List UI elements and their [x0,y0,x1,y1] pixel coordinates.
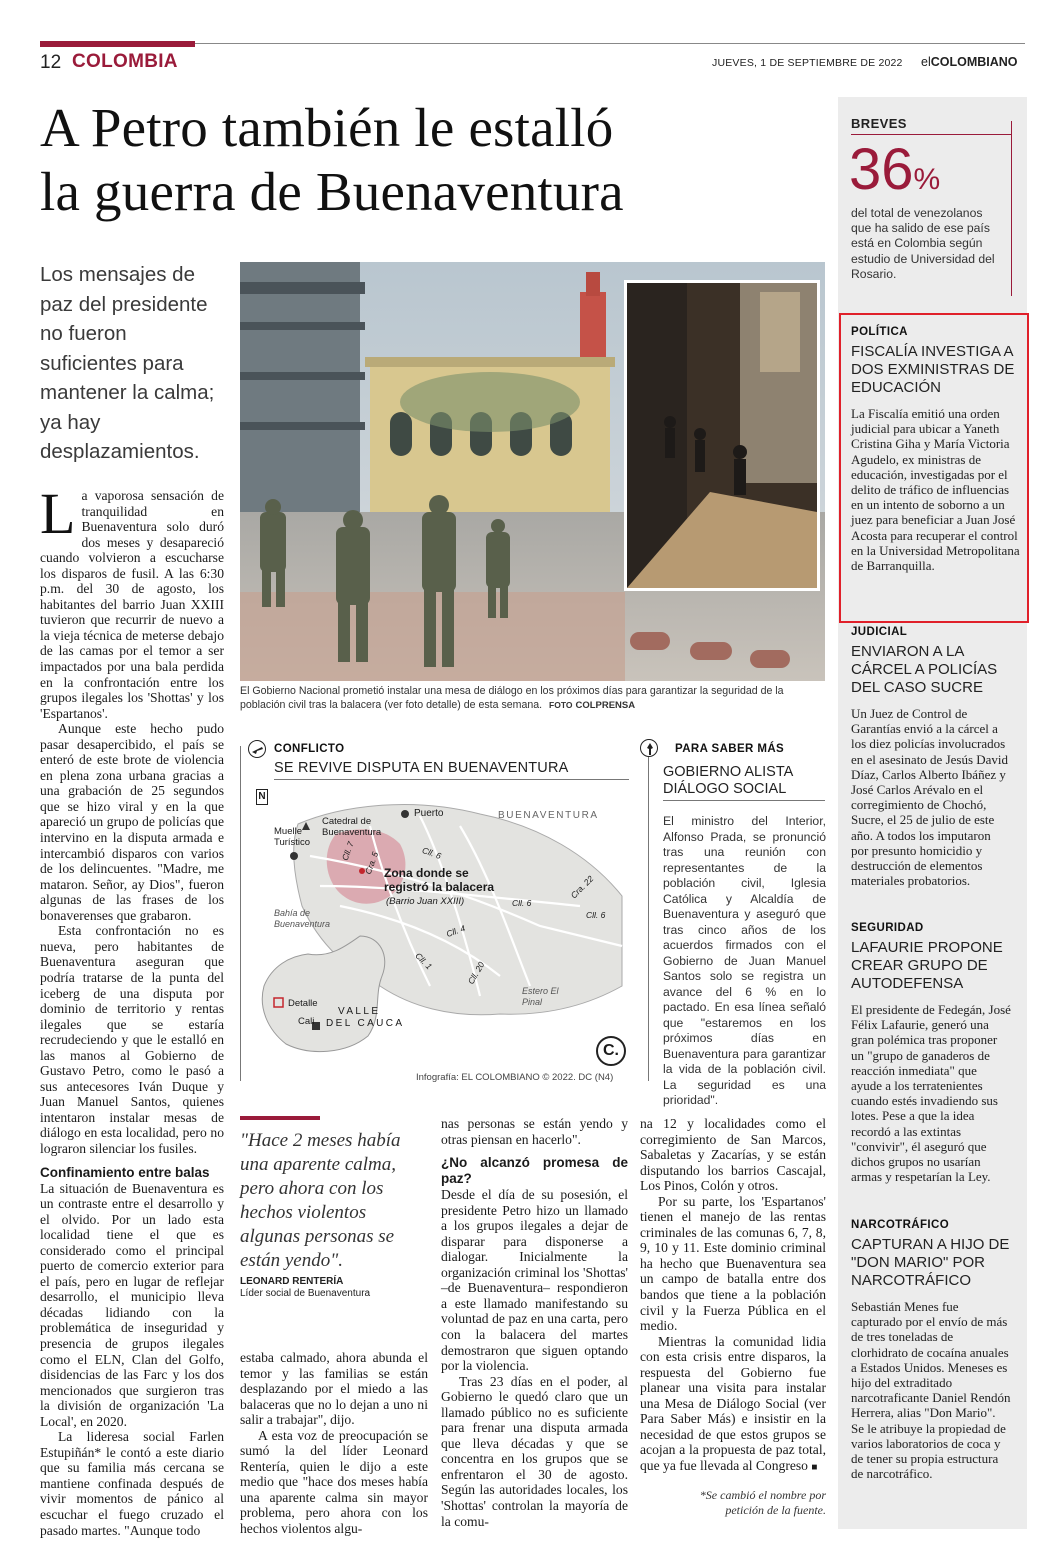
breves-stat-text: del total de venezolanos que ha salido de ese país está en Colombia según estudio de Universidad del Rosario. [851,206,995,281]
breves-stat [849,137,941,202]
breve-seguridad-title: LAFAURIE PROPONE CREAR GRUPO DE AUTODEFENSA [851,939,1003,992]
breve-judicial [851,626,1011,888]
breve-seguridad [851,922,1011,1184]
article-col4-paragraph-2: Por su parte, los 'Espartanos' tienen el manejo de las rentas criminales de las comunas 6, 7, 8, 9, 10 y 11. Este dominio criminal ha hecho que Buenaventura sea un campo de batalla entre dos bandos que tiene a la población civil y la Fuerza Pública en el medio. [640,1193,826,1334]
page-number: 12 [40,52,62,73]
quote-rule [240,1116,320,1120]
photo-credit-label: FOTO [549,700,573,710]
article-col3-paragraph-3: Tras 23 días en el poder, al Gobierno le quedó claro que un llamado público no es suficiente para frenar una disputa armada que lleva décadas y que se concentra en los grupos que se enfrentaron el 30 de agosto. Según las autoridades locales, los 'Shottas' controlan la mayoría de la comu- [441,1373,628,1529]
saber-mas-rule [663,800,825,801]
label-estero: Estero El Pinal [522,986,559,1007]
article-col2-paragraph-1: estaba calmado, ahora abunda el temor y las familias se están desplazando por el miedo a las balaceras que no lo dejan a uno ni salir a trabajar", dijo. [240,1350,428,1428]
article-col4-paragraph-3 [640,1334,826,1476]
article-col2-paragraph-2: A esta voz de preocupación se sumó la del líder Leonard Rentería, quien le dijo a este medio que "hace dos meses había una aparente calma sin mayor problema, pero ahora con los hechos violentos algu- [240,1427,428,1537]
saber-mas-title: GOBIERNO ALISTA DIÁLOGO SOCIAL [663,764,793,797]
article-col4-paragraph-1: na 12 y localidades como el corregimiento de San Marcos, Sabaletas y Zacarías, y se están disputando los barrios Cascajal, Los Pinos, Colón y otros. [640,1116,826,1194]
breve-politica-title: FISCALÍA INVESTIGA A DOS EXMINISTRAS DE EDUCACIÓN [851,343,1015,396]
article-paragraph-5: La lideresa social Farlen Estupiñán* le contó a este diario que su familia más cercana se mantiene confinada después de vivir momentos de pánico al escuchar el fuego cruzado el pasado martes. "Aunque todo [40,1429,224,1538]
article-column-3 [441,1116,628,1529]
breve-seguridad-body: El presidente de Fedegán, José Félix Lafaurie, generó una gran polémica tras proponer un "grupo de ganaderos de reacción inmediata" que ayude a los terratenientes cuando estés invadiendo sus lotes. Pese a que la idea recordó a las extintas "convivir", él aseguró que dichos grupos no usarían armas y respetarían la Ley. [851,1002,1011,1185]
subhead-promesa: ¿No alcanzó promesa de paz? [441,1155,628,1187]
quote-author: LEONARD RENTERÍA [240,1276,344,1287]
breve-narcotrafico-tag: NARCOTRÁFICO [851,1219,950,1231]
article-column-4 [640,1116,826,1476]
article-paragraph-1-text: a vaporosa sensación de tranquilidad en Buenaventura solo duró dos meses y desapareció cuando volvieron a escucharse los disparos de fusil. A las 6:30 p.m. del 30 de agosto, los habitantes del barrio Juan XXIII tuvieron que recurrir de nuevo a la vieja técnica de meterse debajo de las camas por el temor a ser impactados por una bala perdida en la confrontación entre los grupos ilegales los 'Shottas' y los 'Espartanos'. [40,488,224,721]
masthead-logo [921,55,1018,69]
map-title-rule [274,779,629,780]
breve-narcotrafico-title: CAPTURAN A HIJO DE "DON MARIO" POR NARCOTRÁFICO [851,1236,1010,1289]
north-arrow: N [256,789,268,805]
article-paragraph-1 [40,481,224,721]
label-cll7: Cll. 7 [339,840,356,862]
quote-role: Líder social de Buenaventura [240,1288,371,1299]
section-name: COLOMBIA [72,51,178,72]
label-city: BUENAVENTURA [498,810,599,821]
headline [40,96,830,224]
breve-seguridad-tag: SEGURIDAD [851,922,924,934]
issue-date: JUEVES, 1 DE SEPTIEMBRE DE 2022 [712,57,903,69]
label-cll6c: Cll. 6 [586,910,606,920]
label-zona-2: registró la balacera [384,880,495,894]
label-cra5: Cra. 5 [362,850,381,876]
label-barrio: (Barrio Juan XXIII) [386,896,465,907]
label-valle: VALLE [338,1006,381,1017]
end-mark: ■ [811,1462,818,1474]
footnote: *Se cambió el nombre por petición de la fuente. [699,1488,826,1517]
breve-narcotrafico-body: Sebastián Menes fue capturado por el envío de más de tres toneladas de clorhidrato de cocaína anuales a Estados Unidos. Meneses es hijo del extraditado narcotraficante Daniel Rendón Herrera, alias "Don Mario". Se le atribuye la propiedad de varios laboratorios de coca y de tener su propia estructura de narcotráfico. [851,1299,1011,1482]
deck: Los mensajes de paz del presidente no fueron suficientes para mantener la calma; ya hay desplazamientos. [40,263,215,463]
label-cll6a: Cll. 6 [420,844,443,862]
saber-mas-tag: PARA SABER MÁS [675,743,785,755]
label-cali: Cali [298,1016,315,1027]
article-paragraph-2: Aunque este hecho pudo pasar desapercibido, el país se enteró de este brote de violencia en plena zona urbana gracias a una grabación de 25 segundos que se hizo viral y en la que apareció un grupo de policías que intervino en la disputa armada e intercambió disparos con varios de los delincuentes. "Madre, me mataron. Señor, ay Dios", fueron algunas de las frases de los bonaverenses que grabaron. [40,721,224,923]
article-col4-paragraph-3-text: Mientras la comunidad lidia con esta crisis entre disparos, la respuesta del Gobierno fue planear una visita para instalar una Mesa de Diálogo Social (ver Para Saber Más) e insistir en la necesidad de que estos grupos se acojan a la propuesta de paz total, que ya fue llevada al Congreso [640,1333,826,1474]
saber-mas-box [648,736,826,1107]
pin-icon [640,739,658,757]
breves-stat-unit: % [913,163,941,196]
label-cra22: Cra. 22 [568,873,596,901]
article-paragraph-4: La situación de Buenaventura es un contraste entre el desarrollo y el olvido. Por un lado esta localidad tiene el que es considerado como el principal puerto de comercio exterior para el país, pero en lugar de reflejar desarrollo, el municipio lleva décadas lidiando con la problemática de inseguridad y presencia de grupos ilegales como el ELN, Clan del Golfo, disidencias de las Farc y los dos mencionados que surgieron tras la división de organización 'La Local', en 2020. [40,1180,224,1429]
map-title: SE REVIVE DISPUTA EN BUENAVENTURA [274,760,569,776]
headline-line-1: A Petro también le estalló [40,97,614,158]
label-cll20: Cll. 20 [465,960,487,986]
photo-credit: COLPRENSA [575,700,636,711]
label-cll6b: Cll. 6 [512,898,532,908]
photo-caption-text: El Gobierno Nacional prometió instalar una mesa de diálogo en los próximos días para garantizar la seguridad de la población civil tras la balacera (ver foto detalle) de esta semana. [240,685,784,711]
map-box-divider [240,746,241,1081]
main-photo [240,262,825,681]
main-photo-illustration [240,262,825,681]
colombiano-logo-icon: C. [596,1036,626,1066]
photo-caption [240,684,825,713]
masthead-prefix: el [921,55,931,69]
label-muelle: Muelle Turístico [274,826,311,848]
masthead-brand: COLOMBIANO [930,55,1018,69]
breves-label-rule [851,134,1011,135]
map [250,786,630,1071]
map-box [240,736,635,1086]
breve-politica [839,313,1029,623]
breves-stat-rule [1011,121,1012,296]
pull-quote: "Hace 2 meses había una aparente calma, pero ahora con los hechos violentos algunas personas se están yendo". [240,1130,401,1271]
drop-cap: L [40,481,76,546]
label-cll4: Cll. 4 [444,922,467,940]
map-tag: CONFLICTO [274,743,345,755]
article-col3-paragraph-1: nas personas se están yendo y otras piensan en hacerlo". [441,1116,628,1147]
breve-politica-content [851,326,1021,573]
breve-judicial-title: ENVIARON A LA CÁRCEL A POLICÍAS DEL CASO SUCRE [851,643,998,696]
headline-line-2: la guerra de Buenaventura [40,161,624,222]
label-puerto: Puerto [414,808,444,819]
label-catedral: Catedral de Buenaventura [322,816,382,838]
label-del-cauca: DEL CAUCA [326,1018,405,1029]
article-col3-paragraph-2: Desde el día de su posesión, el presidente Petro hizo un llamado a los grupos ilegales a dejar de disparar para disponerse a dialogar. Inicialmente la organización criminal los 'Shottas' –de Buenaventura– respondieron a este llamado manifestando su voluntad de paz en una carta, pero con la balacera del martes demostraron que siguen optando por la violencia. [441,1187,628,1374]
article-paragraph-3: Esta confrontación no es nueva, pero habitantes de Buenaventura aseguran que podría tratarse de la punta del iceberg de una disputa por dominio de territorio y rentas ilegales que se estaría recrudeciendo y que le estalló en las manos al Gobierno de Gustavo Petro, como le pasó a sus antecesores Iván Duque y Juan Manuel Santos, quienes intentaron instalar mesas de diálogo en esta localidad, pero no lograron silenciar los fusiles. [40,923,224,1156]
saber-mas-body: El ministro del Interior, Alfonso Prada, se pronunció tras una reunión con representantes de la población civil, Iglesia Católica y Alcaldía de Buenaventura y aseguró que tras cinco años de los acuerdos firmados con el Gobierno de Juan Manuel Santos solo se registra un avance del 6 % en lo pactado. En esa línea señaló que "estaremos en los próximos días en Buenaventura para garantizar la vida de la población civil. La seguridad es una prioridad". [663,814,826,1107]
label-bahia: Bahía de Buenaventura [274,908,331,929]
breve-politica-tag: POLÍTICA [851,326,908,338]
gun-icon [248,740,266,758]
label-cll1: Cll. 1 [413,950,435,972]
header-accent-bar [40,41,195,47]
saber-mas-divider [648,746,649,1081]
breve-politica-body: La Fiscalía emitió una orden judicial para ubicar a Yaneth Cristina Giha y María Victoria Agudelo, ex ministras de educación, investigadas por el delito de tráfico de influencias en un intento de soborno a un juez para beneficiar a Juan José Acosta para recuperar el control en la Universidad Metropolitana de Barranquilla. [851,406,1020,574]
article-column-1 [40,481,224,1538]
header-rule [195,43,1025,44]
breve-judicial-tag: JUDICIAL [851,626,908,638]
map-credit: Infografía: EL COLOMBIANO © 2022. DC (N4) [416,1072,614,1083]
breve-narcotrafico [851,1219,1011,1481]
label-detalle: Detalle [288,998,318,1009]
breves-label: BREVES [851,116,907,131]
breve-judicial-body: Un Juez de Control de Garantías envió a la cárcel a los diez policías involucrados en el asesinato de Jesús David Díaz, Carlos Alberto Ibáñez y José Carlos Arévalo en el corregimiento de Chochó, Sucre, el 25 de julio de este año. A todos los imputaron por presunto homicidio y destrucción de elementos materiales probatorios. [851,706,1009,889]
subhead-confinamiento: Confinamiento entre balas [40,1164,210,1180]
label-zona-1: Zona donde se [384,866,469,880]
article-column-2 [240,1350,428,1537]
breves-stat-number: 36 [849,137,914,202]
